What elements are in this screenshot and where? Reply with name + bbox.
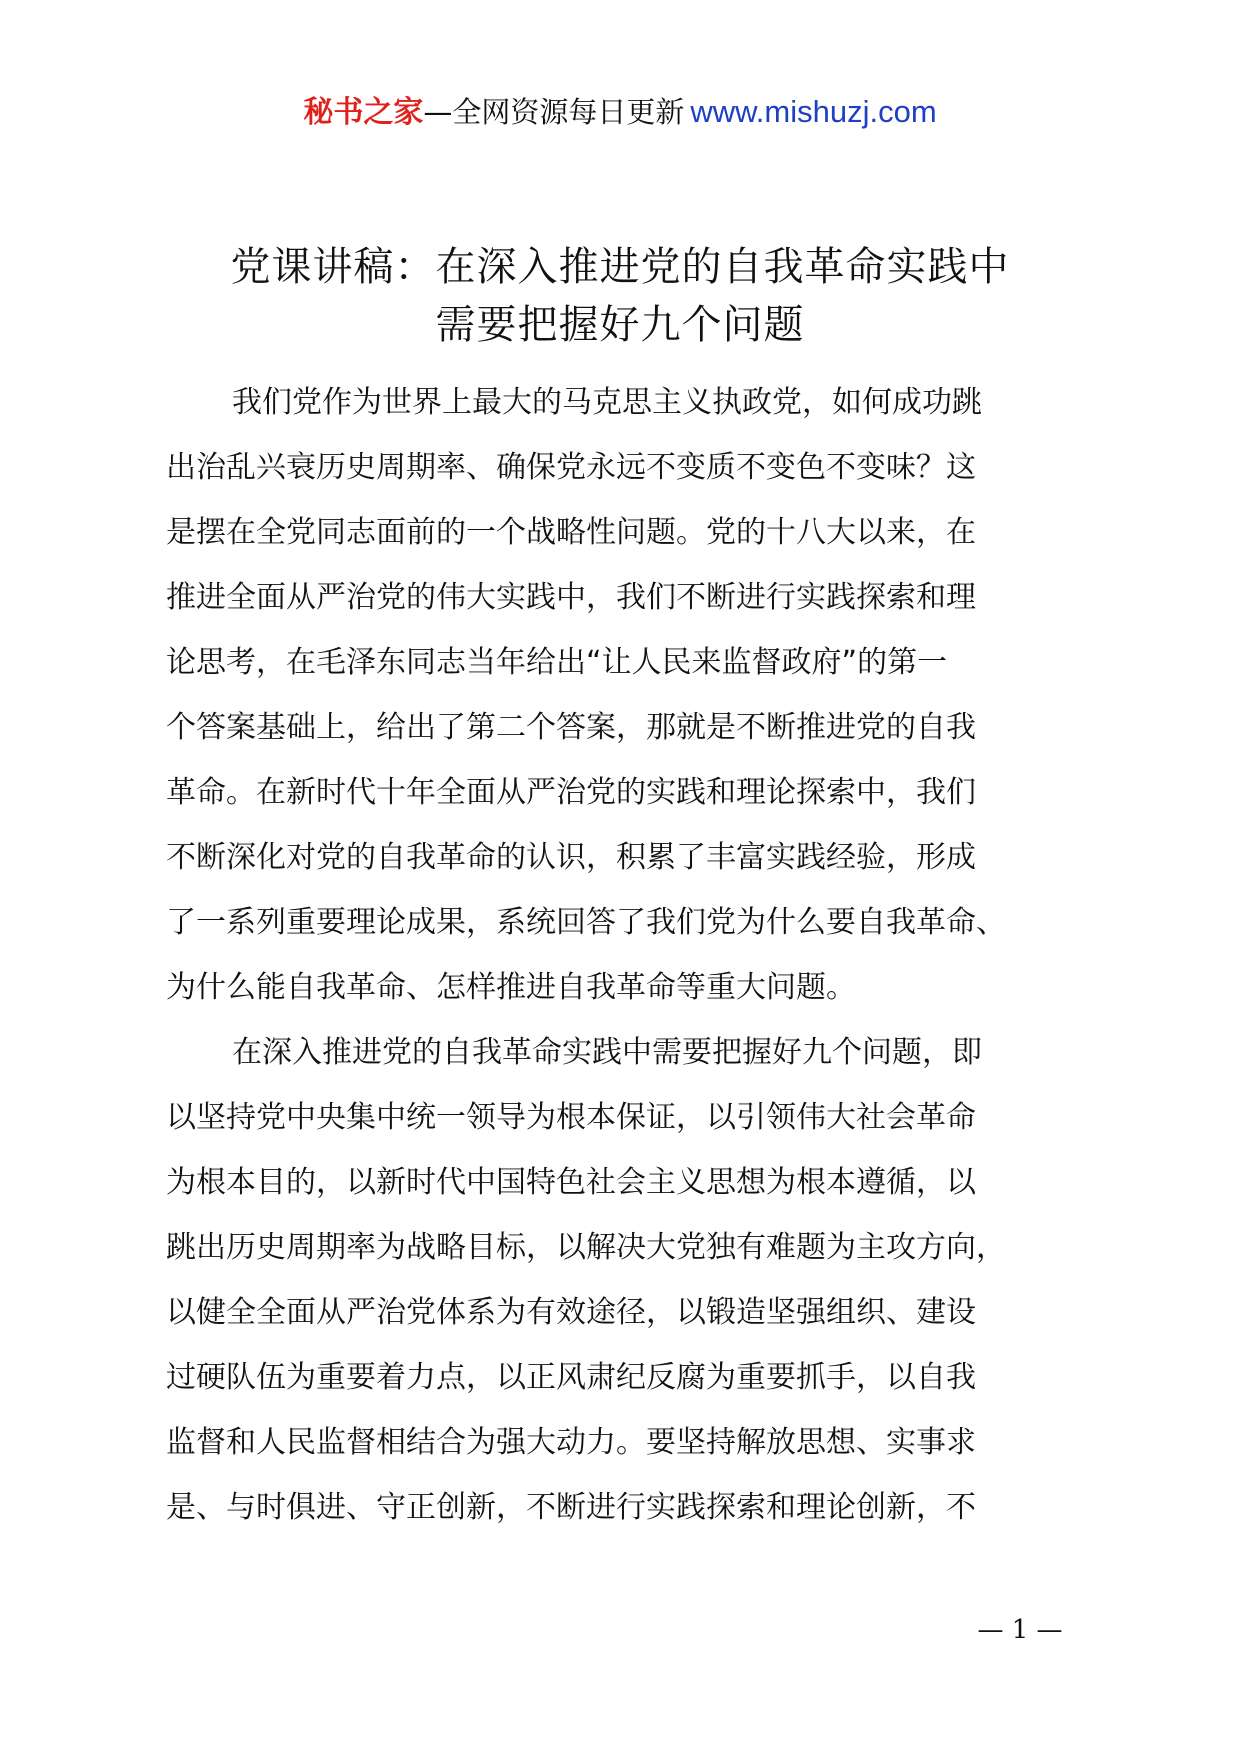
paragraph-line: 出治乱兴衰历史周期率、确保党永远不变质不变色不变味？这 <box>166 450 976 485</box>
paragraph-line: 不断深化对党的自我革命的认识，积累了丰富实践经验，形成 <box>166 840 976 875</box>
title-line: 党课讲稿：在深入推进党的自我革命实践中 <box>230 244 1010 290</box>
paragraph-line: 我们党作为世界上最大的马克思主义执政党，如何成功跳 <box>232 385 982 420</box>
document-title <box>150 238 1090 354</box>
paragraph-line: 跳出历史周期率为战略目标，以解决大党独有难题为主攻方向， <box>166 1230 1006 1265</box>
paragraph-line: 个答案基础上，给出了第二个答案，那就是不断推进党的自我 <box>166 710 976 745</box>
document-body <box>166 370 1086 1540</box>
site-header <box>0 92 1240 133</box>
paragraph-line: 论思考，在毛泽东同志当年给出“让人民来监督政府”的第一 <box>166 645 948 680</box>
header-slogan: —全网资源每日更新 <box>423 95 685 129</box>
site-url: www.mishuzj.com <box>690 94 937 129</box>
paragraph-line: 革命。在新时代十年全面从严治党的实践和理论探索中，我们 <box>166 775 976 810</box>
paragraph <box>166 1020 1086 1540</box>
paragraph <box>166 370 1086 1020</box>
paragraph-line: 是、与时俱进、守正创新，不断进行实践探索和理论创新，不 <box>166 1490 976 1525</box>
paragraph-line: 过硬队伍为重要着力点，以正风肃纪反腐为重要抓手，以自我 <box>166 1360 976 1395</box>
paragraph-line: 推进全面从严治党的伟大实践中，我们不断进行实践探索和理 <box>166 580 976 615</box>
title-line: 需要把握好九个问题 <box>435 302 805 348</box>
paragraph-line: 为根本目的，以新时代中国特色社会主义思想为根本遵循，以 <box>166 1165 976 1200</box>
brand-name: 秘书之家 <box>303 95 424 130</box>
paragraph-line: 在深入推进党的自我革命实践中需要把握好九个问题，即 <box>232 1035 982 1070</box>
paragraph-line: 了一系列重要理论成果，系统回答了我们党为什么要自我革命、 <box>166 905 1006 940</box>
paragraph-line: 监督和人民监督相结合为强大动力。要坚持解放思想、实事求 <box>166 1425 976 1460</box>
paragraph-line: 为什么能自我革命、怎样推进自我革命等重大问题。 <box>166 970 856 1005</box>
paragraph-line: 以健全全面从严治党体系为有效途径，以锻造坚强组织、建设 <box>166 1295 976 1330</box>
page-number: — 1 — <box>977 1615 1063 1645</box>
paragraph-line: 是摆在全党同志面前的一个战略性问题。党的十八大以来，在 <box>166 515 976 550</box>
paragraph-line: 以坚持党中央集中统一领导为根本保证，以引领伟大社会革命 <box>166 1100 976 1135</box>
